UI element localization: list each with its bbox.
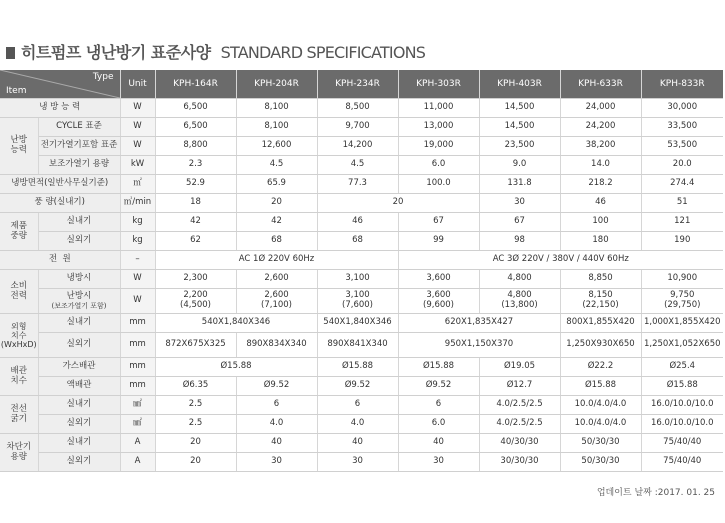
value-cell: 2.5 (155, 415, 236, 434)
value-cell: 40 (236, 434, 317, 453)
value-cell: Ø15.88 (398, 358, 479, 377)
value-cell: 62 (155, 232, 236, 251)
value-cell: 30 (236, 453, 317, 472)
value-cell: 14,500 (479, 118, 560, 137)
value-cell: AC 1Ø 220V 60Hz (155, 251, 398, 270)
row-label: 실내기 (38, 434, 120, 453)
value-cell: 6.0 (398, 415, 479, 434)
model-header: KPH-833R (641, 70, 723, 99)
value-cell: 18 (155, 194, 236, 213)
row-label: 실내기 (38, 314, 120, 333)
dims-indoor-row (0, 314, 723, 333)
value-cell: 10.0/4.0/4.0 (560, 415, 641, 434)
value-cell: 180 (560, 232, 641, 251)
value-cell: 2,600 (7,100) (236, 289, 317, 314)
value-cell: 75/40/40 (641, 434, 723, 453)
value-cell: 9,700 (317, 118, 398, 137)
value-cell: 1,250X930X650 (560, 333, 641, 358)
unit-cell: W (120, 137, 155, 156)
row-label (38, 289, 120, 314)
weight-indoor-row (0, 213, 723, 232)
value-cell: Ø9.52 (398, 377, 479, 396)
value-cell: 190 (641, 232, 723, 251)
group-label: 난방 능력 (0, 118, 38, 175)
value-cell: 12,600 (236, 137, 317, 156)
model-header: KPH-633R (560, 70, 641, 99)
value-cell: 30 (479, 194, 560, 213)
heating-elec-row (0, 137, 723, 156)
unit-cell: W (120, 270, 155, 289)
value-cell: Ø15.88 (317, 358, 398, 377)
unit-cell: kg (120, 213, 155, 232)
value-cell: 6,500 (155, 99, 236, 118)
value-cell: 16.0/10.0/10.0 (641, 415, 723, 434)
group-label: 소비 전력 (0, 270, 38, 314)
value-cell: 2.5 (155, 396, 236, 415)
title-english: STANDARD SPECIFICATIONS (220, 43, 426, 62)
value-cell: 8,850 (560, 270, 641, 289)
consumption-cool-row (0, 270, 723, 289)
value-cell: 100.0 (398, 175, 479, 194)
value-cell: 4.5 (236, 156, 317, 175)
value-cell: 46 (560, 194, 641, 213)
airflow-row (0, 194, 723, 213)
breaker-indoor-row (0, 434, 723, 453)
value-cell: 8,800 (155, 137, 236, 156)
value-cell: 14,200 (317, 137, 398, 156)
value-cell: 4.0 (317, 415, 398, 434)
value-cell: Ø22.2 (560, 358, 641, 377)
value-cell: Ø25.4 (641, 358, 723, 377)
type-header: Type (92, 72, 114, 82)
wire-indoor-row (0, 396, 723, 415)
group-label: 외형 치수 (WxHxD) (0, 314, 38, 358)
row-label: 풍 량(실내기) (0, 194, 120, 213)
value-cell: 38,200 (560, 137, 641, 156)
value-cell: 10.0/4.0/4.0 (560, 396, 641, 415)
value-cell: 800X1,855X420 (560, 314, 641, 333)
item-header: Item (6, 85, 27, 96)
value-cell: 24,000 (560, 99, 641, 118)
value-cell: 33,500 (641, 118, 723, 137)
value-cell: 50/30/30 (560, 453, 641, 472)
value-cell: 274.4 (641, 175, 723, 194)
value-cell: 3,100 (317, 270, 398, 289)
value-cell: 9,750 (29,750) (641, 289, 723, 314)
value-cell: 19,000 (398, 137, 479, 156)
value-cell: 50/30/30 (560, 434, 641, 453)
unit-cell: ㎟ (120, 396, 155, 415)
value-cell: 890X834X340 (236, 333, 317, 358)
value-cell: 6 (398, 396, 479, 415)
value-cell: Ø15.88 (155, 358, 317, 377)
value-cell: 30,000 (641, 99, 723, 118)
value-cell: 100 (560, 213, 641, 232)
value-cell: 52.9 (155, 175, 236, 194)
page-title (6, 40, 425, 63)
row-label: CYCLE 표준 (38, 118, 120, 137)
unit-cell: mm (120, 358, 155, 377)
value-cell: 99 (398, 232, 479, 251)
piping-liquid-row (0, 377, 723, 396)
unit-cell: A (120, 434, 155, 453)
unit-cell: – (120, 251, 155, 270)
title-square-icon (6, 47, 15, 59)
value-cell: Ø9.52 (236, 377, 317, 396)
row-label: 실외기 (38, 415, 120, 434)
type-item-header (0, 70, 120, 99)
unit-cell: mm (120, 314, 155, 333)
row-label: 전 원 (0, 251, 120, 270)
unit-cell: kW (120, 156, 155, 175)
dims-outdoor-row (0, 333, 723, 358)
breaker-outdoor-row (0, 453, 723, 472)
value-cell: 6,500 (155, 118, 236, 137)
value-cell: 20 (317, 194, 479, 213)
unit-cell: W (120, 118, 155, 137)
value-cell: 46 (317, 213, 398, 232)
value-cell: 6 (317, 396, 398, 415)
value-cell: 8,100 (236, 118, 317, 137)
power-source-row (0, 251, 723, 270)
value-cell: 1,000X1,855X420 (641, 314, 723, 333)
value-cell: 40 (317, 434, 398, 453)
value-cell: 121 (641, 213, 723, 232)
heating-cycle-row (0, 118, 723, 137)
value-cell: 8,100 (236, 99, 317, 118)
value-cell: 53,500 (641, 137, 723, 156)
value-cell: 40/30/30 (479, 434, 560, 453)
row-label: 실외기 (38, 232, 120, 251)
value-cell: 20 (155, 434, 236, 453)
spec-table (0, 70, 723, 472)
value-cell: 30 (317, 453, 398, 472)
unit-cell: mm (120, 333, 155, 358)
value-cell: 30 (398, 453, 479, 472)
value-cell: 40 (398, 434, 479, 453)
consumption-heat-row (0, 289, 723, 314)
row-label: 가스배관 (38, 358, 120, 377)
update-date: 업데이트 날짜 :2017. 01. 25 (596, 488, 715, 498)
heat-mode-label: 난방시 (66, 291, 92, 302)
value-cell: Ø15.88 (641, 377, 723, 396)
unit-cell: ㎥/min (120, 194, 155, 213)
value-cell: 20 (236, 194, 317, 213)
value-cell: 10,900 (641, 270, 723, 289)
value-cell: 4.5 (317, 156, 398, 175)
group-label: 차단기 용량 (0, 434, 38, 472)
value-cell: 3,100 (7,600) (317, 289, 398, 314)
value-cell: 8,150 (22,150) (560, 289, 641, 314)
value-cell: 3,600 (398, 270, 479, 289)
value-cell: 16.0/10.0/10.0 (641, 396, 723, 415)
value-cell: 30/30/30 (479, 453, 560, 472)
row-label: 실내기 (38, 396, 120, 415)
value-cell: Ø9.52 (317, 377, 398, 396)
value-cell: 890X841X340 (317, 333, 398, 358)
value-cell: 77.3 (317, 175, 398, 194)
value-cell: 8,500 (317, 99, 398, 118)
value-cell: 4,800 (479, 270, 560, 289)
value-cell: 3,600 (9,600) (398, 289, 479, 314)
value-cell: 4.0/2.5/2.5 (479, 396, 560, 415)
value-cell: 20 (155, 453, 236, 472)
value-cell: Ø6.35 (155, 377, 236, 396)
unit-cell: W (120, 99, 155, 118)
value-cell: 75/40/40 (641, 453, 723, 472)
wire-outdoor-row (0, 415, 723, 434)
weight-outdoor-row (0, 232, 723, 251)
title-korean: 히트펌프 냉난방기 표준사양 (21, 43, 211, 62)
value-cell: 9.0 (479, 156, 560, 175)
value-cell: 51 (641, 194, 723, 213)
row-label: 냉방시 (38, 270, 120, 289)
value-cell: AC 3Ø 220V / 380V / 440V 60Hz (398, 251, 723, 270)
value-cell: 14.0 (560, 156, 641, 175)
value-cell: 2.3 (155, 156, 236, 175)
row-label: 보조가열기 용량 (38, 156, 120, 175)
value-cell: 620X1,835X427 (398, 314, 560, 333)
cooling-capacity-row (0, 99, 723, 118)
unit-cell: ㎡ (120, 175, 155, 194)
value-cell: 42 (155, 213, 236, 232)
row-label: 실외기 (38, 453, 120, 472)
heat-mode-note: (보조가열기 포함) (51, 301, 107, 310)
unit-cell: W (120, 289, 155, 314)
model-header: KPH-303R (398, 70, 479, 99)
value-cell: 67 (398, 213, 479, 232)
model-header: KPH-234R (317, 70, 398, 99)
value-cell: 4,800 (13,800) (479, 289, 560, 314)
value-cell: 2,600 (236, 270, 317, 289)
row-label: 전기가열기포함 표준 (38, 137, 120, 156)
group-label: 전선 굵기 (0, 396, 38, 434)
row-label: 액배관 (38, 377, 120, 396)
piping-gas-row (0, 358, 723, 377)
model-header: KPH-204R (236, 70, 317, 99)
row-label: 냉방면적(일반사무실기준) (0, 175, 120, 194)
value-cell: 23,500 (479, 137, 560, 156)
group-label: 배관 치수 (0, 358, 38, 396)
value-cell: 24,200 (560, 118, 641, 137)
value-cell: 6.0 (398, 156, 479, 175)
value-cell: 218.2 (560, 175, 641, 194)
value-cell: 68 (236, 232, 317, 251)
model-header: KPH-403R (479, 70, 560, 99)
value-cell: 1,250X1,052X650 (641, 333, 723, 358)
value-cell: 6 (236, 396, 317, 415)
value-cell: 14,500 (479, 99, 560, 118)
value-cell: 2,300 (155, 270, 236, 289)
unit-cell: ㎟ (120, 415, 155, 434)
row-label: 냉 방 능 력 (0, 99, 120, 118)
header-row (0, 70, 723, 99)
value-cell: 131.8 (479, 175, 560, 194)
row-label: 실내기 (38, 213, 120, 232)
value-cell: 4.0 (236, 415, 317, 434)
value-cell: Ø19.05 (479, 358, 560, 377)
value-cell: 540X1,840X346 (155, 314, 317, 333)
group-label: 제품 중량 (0, 213, 38, 251)
value-cell: 67 (479, 213, 560, 232)
value-cell: Ø12.7 (479, 377, 560, 396)
value-cell: 2,200 (4,500) (155, 289, 236, 314)
unit-cell: kg (120, 232, 155, 251)
unit-cell: A (120, 453, 155, 472)
model-header: KPH-164R (155, 70, 236, 99)
row-label: 실외기 (38, 333, 120, 358)
value-cell: 4.0/2.5/2.5 (479, 415, 560, 434)
unit-header: Unit (120, 70, 155, 99)
value-cell: 11,000 (398, 99, 479, 118)
value-cell: 872X675X325 (155, 333, 236, 358)
value-cell: 13,000 (398, 118, 479, 137)
value-cell: 950X1,150X370 (398, 333, 560, 358)
aux-heater-row (0, 156, 723, 175)
value-cell: 68 (317, 232, 398, 251)
cooling-area-row (0, 175, 723, 194)
value-cell: 98 (479, 232, 560, 251)
value-cell: 20.0 (641, 156, 723, 175)
value-cell: 42 (236, 213, 317, 232)
value-cell: 65.9 (236, 175, 317, 194)
value-cell: Ø15.88 (560, 377, 641, 396)
unit-cell: mm (120, 377, 155, 396)
value-cell: 540X1,840X346 (317, 314, 398, 333)
